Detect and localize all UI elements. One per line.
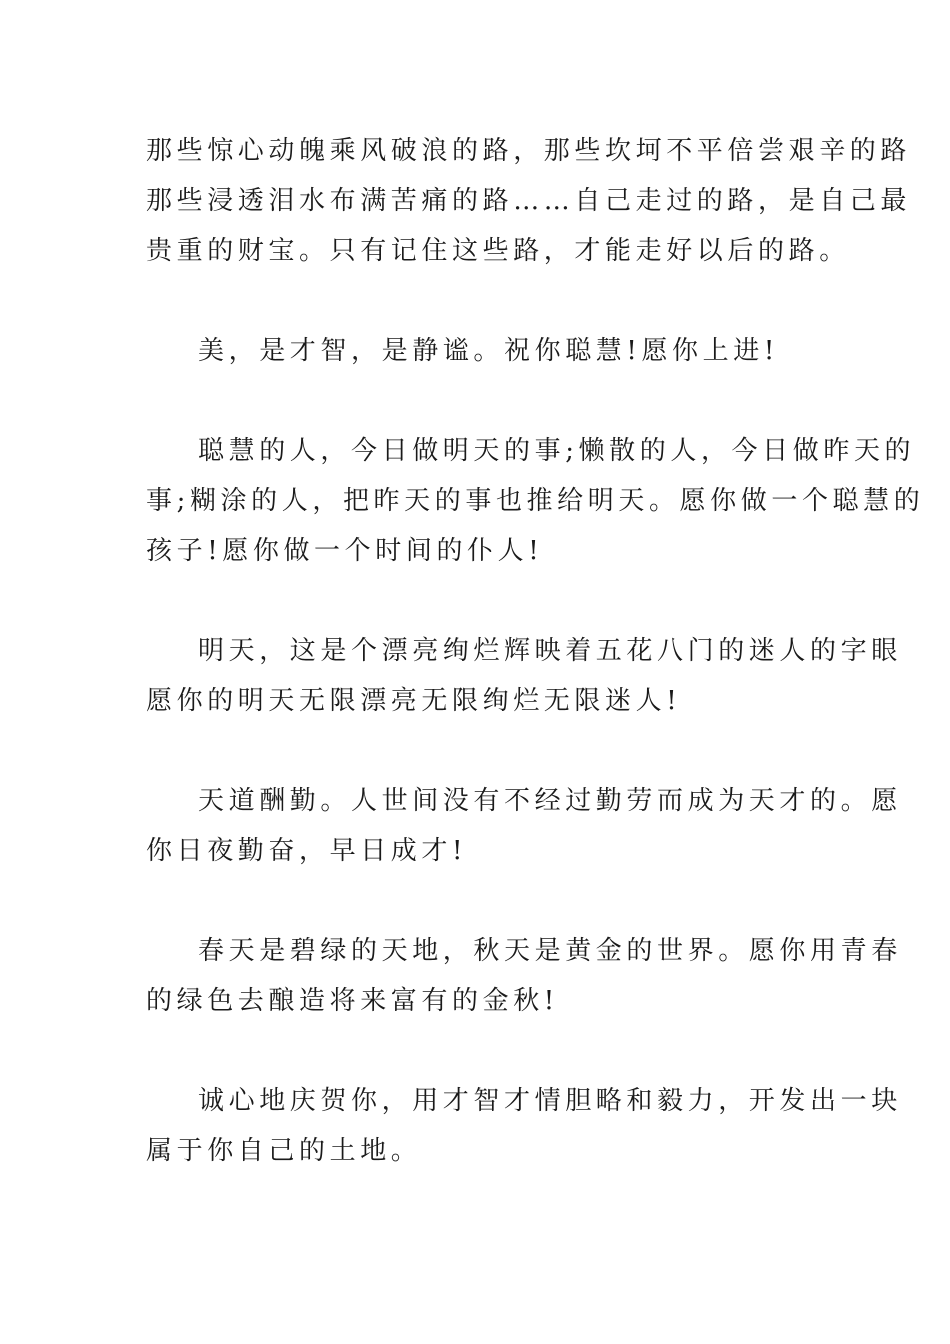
text-line: 聪慧的人，今日做明天的事;懒散的人，今日做昨天的	[198, 436, 916, 466]
text-line: 你日夜勤奋，早日成才!	[146, 836, 468, 866]
paragraph-spring-autumn	[146, 926, 902, 1026]
text-line: 事;糊涂的人，把昨天的事也推给明天。愿你做一个聪慧的	[146, 486, 925, 516]
text-line: 天道酬勤。人世间没有不经过勤劳而成为天才的。愿	[198, 786, 902, 816]
text-line: 愿你的明天无限漂亮无限绚烂无限迷人!	[146, 686, 682, 716]
text-line: 属于你自己的土地。	[146, 1136, 422, 1166]
document-page	[146, 126, 925, 1176]
text-line: 明天，这是个漂亮绚烂辉映着五花八门的迷人的字眼	[198, 636, 902, 666]
text-line: 那些浸透泪水布满苦痛的路……自己走过的路，是自己最	[146, 186, 912, 216]
paragraph-congratulations	[146, 1076, 902, 1176]
text-line: 春天是碧绿的天地，秋天是黄金的世界。愿你用青春	[198, 936, 902, 966]
text-line: 那些惊心动魄乘风破浪的路，那些坎坷不平倍尝艰辛的路	[146, 136, 912, 166]
paragraph-diligence	[146, 776, 902, 876]
text-line: 贵重的财宝。只有记住这些路，才能走好以后的路。	[146, 236, 850, 266]
paragraph-beauty	[146, 326, 806, 376]
paragraph-wise-people	[146, 426, 925, 576]
text-line: 孩子!愿你做一个时间的仆人!	[146, 536, 544, 566]
paragraph-tomorrow	[146, 626, 902, 726]
text-line: 美，是才智，是静谧。祝你聪慧!愿你上进!	[198, 336, 779, 366]
text-line: 诚心地庆贺你，用才智才情胆略和毅力，开发出一块	[198, 1086, 902, 1116]
text-line: 的绿色去酿造将来富有的金秋!	[146, 986, 559, 1016]
paragraph-roads	[146, 126, 912, 276]
